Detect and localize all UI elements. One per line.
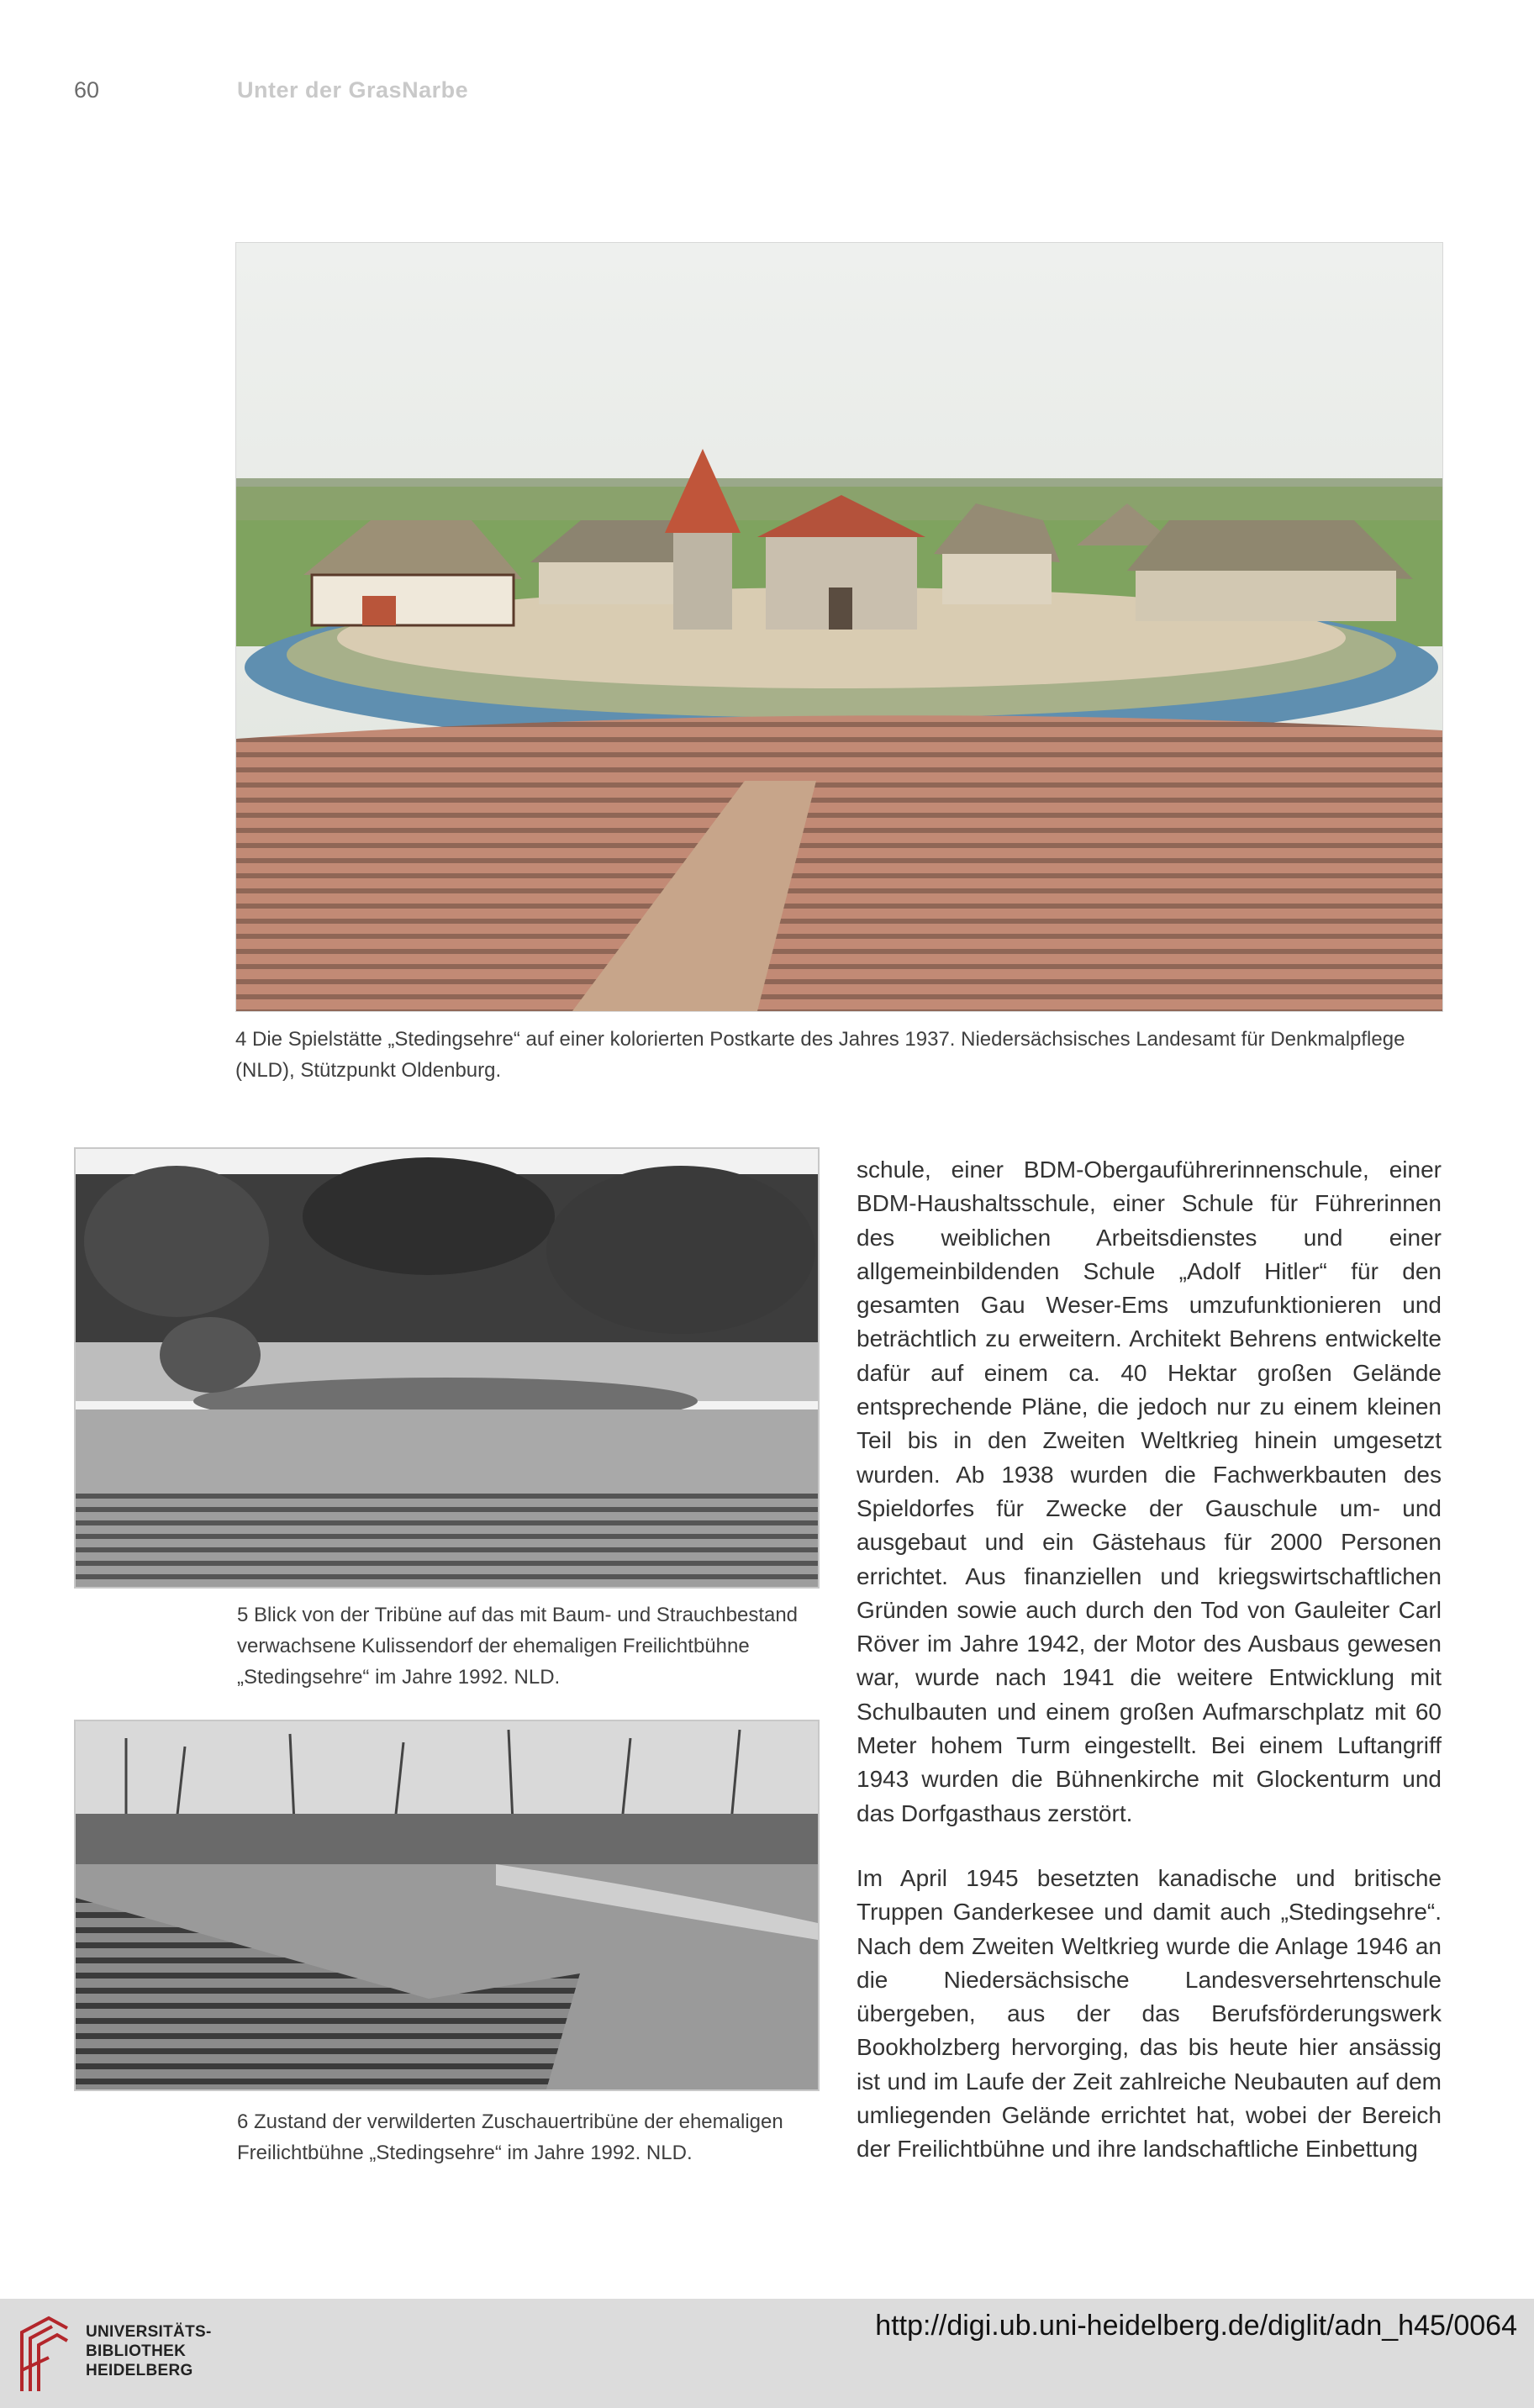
library-logo-icon (15, 2311, 76, 2395)
figure-6-caption: 6 Zustand der verwilderten Zuschauertribüne der ehemaligen Freilichtbühne „Stedingsehre“ im Jahre 1992. NLD. (237, 2110, 783, 2164)
figure-6-photo (74, 1720, 820, 2091)
figure-5-photo (74, 1147, 820, 1589)
logo-line-2: BIBLIOTHEK (86, 2342, 187, 2360)
running-title: Unter der GrasNarbe (237, 77, 469, 103)
library-logo-text (86, 2322, 212, 2380)
figure-4-caption: 4 Die Spielstätte „Stedingsehre“ auf einer kolorierten Postkarte des Jahres 1937. Niedersächsisches Landesamt für Denkmalpflege (NLD), Stützpunkt Oldenburg. (235, 1028, 1405, 1082)
body-paragraph-1 (857, 1153, 1442, 1831)
logo-line-3: HEIDELBERG (86, 2362, 193, 2379)
body-paragraph-2 (857, 1862, 1442, 2167)
figure-5-caption: 5 Blick von der Tribüne auf das mit Baum- und Strauchbestand verwachsene Kulissendorf der ehemaligen Freilichtbühne „Stedingsehre“ im Jahre 1992. NLD. (237, 1604, 799, 1689)
figure-4-postcard-image (235, 242, 1443, 1012)
page-number: 60 (74, 77, 100, 103)
body-paragraph-2-text: Im April 1945 besetzten kanadische und britische Truppen Ganderkesee und damit auch „Stedingsehre“. Nach dem Zweiten Weltkrieg wurde die Anlage 1946 an die Niedersächsische Landesversehrtenschule übergeben, aus der das Berufsförderungswerk Bookholzberg hervorging, das bis heute hier ansässig ist und im Laufe der Zeit zahlreiche Neubauten auf dem umliegenden Gelände errichtet hat, wobei der Bereich der Freilichtbühne und ihre landschaftliche Einbettung (857, 1865, 1442, 2163)
footer-url-link[interactable]: http://digi.ub.uni-heidelberg.de/diglit/adn_h45/0064 (875, 2310, 1517, 2342)
logo-line-1: UNIVERSITÄTS- (86, 2323, 212, 2341)
body-paragraph-1-text: schule, einer BDM-Obergauführerinnenschule, einer BDM-Haushaltsschule, einer Schule für Führerinnen des weiblichen Arbeitsdienstes und einer allgemeinbildenden Schule „Adolf Hitler“ für den gesamten Gau Weser-Ems umzufunktionieren und beträchtlich zu erweitern. Architekt Behrens entwickelte dafür auf einem ca. 40 Hektar großen Gelände entsprechende Pläne, die jedoch nur zu einem kleinen Teil bis in den Zweiten Weltkrieg hinein umgesetzt wurden. Ab 1938 wurden die Fachwerkbauten des Spieldorfes für Zwecke der Gauschule um- und ausgebaut und ein Gästehaus für 2000 Personen errichtet. Aus finanziellen und kriegswirtschaftlichen Gründen sowie auch durch den Tod von Gauleiter Carl Röver im Jahre 1942, der Motor des Ausbaus gewesen war, wurde nach 1941 die weitere Entwicklung mit Schulbauten und einem großen Aufmarschplatz mit 60 Meter hohem Turm eingestellt. Bei einem Luftangriff 1943 wurden die Bühnenkirche mit Glockenturm und das Dorfgasthaus zerstört. (857, 1157, 1442, 1826)
